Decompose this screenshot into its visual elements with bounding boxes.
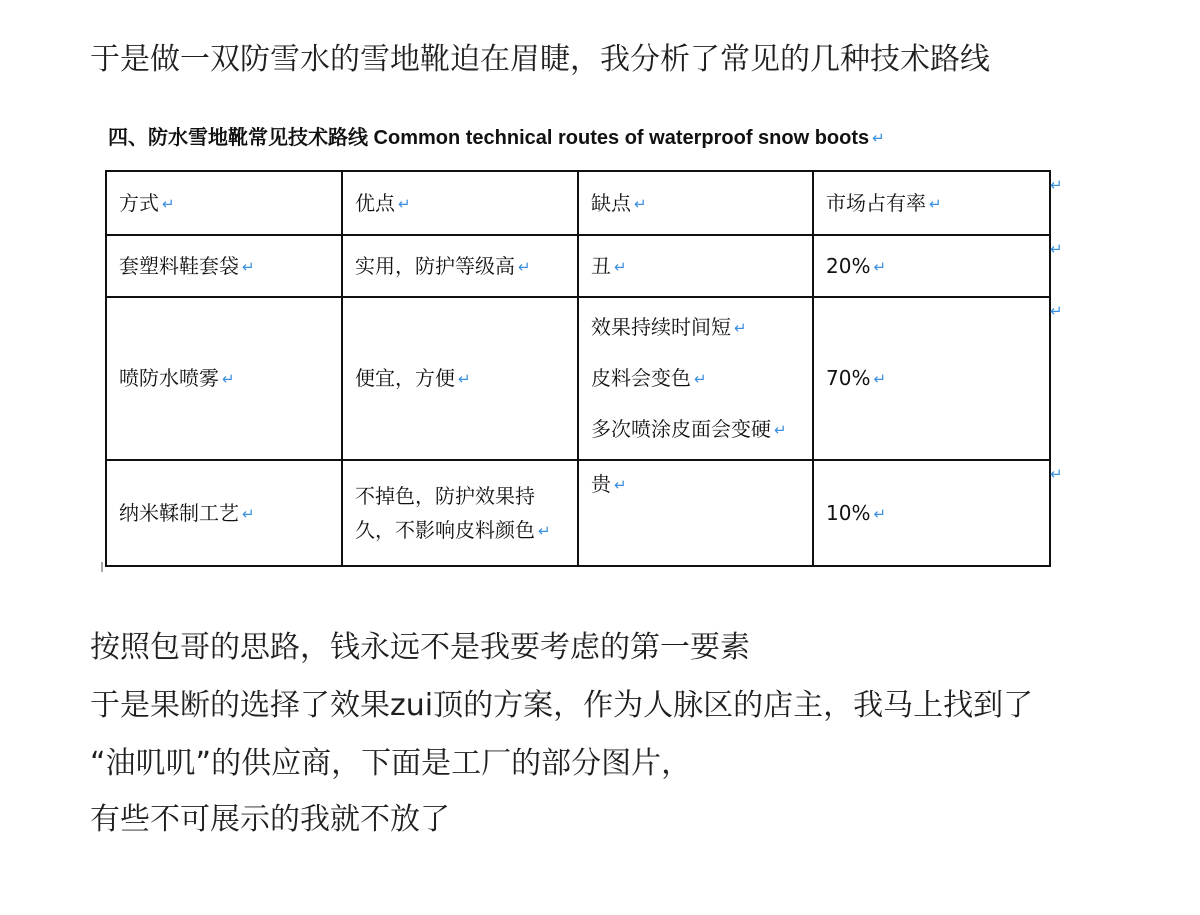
cell-cons: 丑 ↵ — [578, 235, 813, 297]
cell-method: 套塑料鞋套袋 ↵ — [106, 235, 342, 297]
table-row — [106, 235, 1050, 297]
cell-cons: 效果持续时间短 ↵ 皮料会变色 ↵ 多次喷涂皮面会变硬 ↵ — [578, 297, 813, 460]
intro-paragraph: 于是做一双防雪水的雪地靴迫在眉睫，我分析了常见的几种技术路线 — [90, 42, 990, 77]
table-header-row — [106, 171, 1050, 235]
cell-pros: 便宜，方便 ↵ — [342, 297, 578, 460]
header-cell-cons: 缺点 ↵ — [578, 171, 813, 235]
header-cell-share: 市场占有率 ↵ — [813, 171, 1050, 235]
body-paragraph: 于是果断的选择了效果zui顶的方案，作为人脉区的店主，我马上找到了 — [90, 688, 1034, 723]
table-title-text: 四、防水雪地靴常见技术路线 Common technical routes of waterproof snow boots — [108, 127, 870, 149]
cell-share: 70% ↵ — [813, 297, 1050, 460]
table-row — [106, 460, 1050, 566]
paragraph-mark-icon: ↵ — [222, 370, 235, 388]
paragraph-mark-icon: ↵ — [458, 370, 471, 388]
paragraph-mark-icon: ↵ — [929, 194, 942, 213]
paragraph-mark-icon: ↵ — [634, 194, 647, 213]
paragraph-mark-icon: ↵ — [242, 504, 255, 523]
cell-method: 纳米鞣制工艺 ↵ — [106, 460, 342, 566]
text-cursor — [101, 562, 103, 572]
cell-share: 20% ↵ — [813, 235, 1050, 297]
row-end-mark-icon: ↵ — [1050, 465, 1063, 483]
paragraph-mark-icon: ↵ — [614, 476, 627, 494]
cell-method: 喷防水喷雾 ↵ — [106, 297, 342, 460]
body-paragraph: 有些不可展示的我就不放了 — [90, 802, 450, 837]
paragraph-mark-icon: ↵ — [242, 257, 255, 276]
paragraph-mark-icon: ↵ — [873, 257, 887, 276]
cell-pros: 实用，防护等级高 ↵ — [342, 235, 578, 297]
technical-routes-table — [105, 170, 1051, 567]
header-cell-method: 方式 ↵ — [106, 171, 342, 235]
paragraph-mark-icon: ↵ — [398, 194, 411, 213]
row-end-mark-icon: ↵ — [1050, 302, 1063, 320]
table-row — [106, 297, 1050, 460]
body-paragraph: 按照包哥的思路，钱永远不是我要考虑的第一要素 — [90, 630, 750, 665]
paragraph-mark-icon: ↵ — [873, 370, 887, 388]
table-title — [108, 121, 885, 150]
header-cell-pros: 优点 ↵ — [342, 171, 578, 235]
paragraph-mark-icon: ↵ — [694, 370, 707, 388]
paragraph-mark-icon: ↵ — [734, 319, 747, 337]
row-end-mark-icon: ↵ — [1050, 176, 1063, 194]
paragraph-mark-icon: ↵ — [518, 257, 531, 276]
cell-share: 10% ↵ — [813, 460, 1050, 566]
paragraph-mark-icon: ↵ — [614, 257, 627, 276]
cell-pros: 不掉色，防护效果持 久，不影响皮料颜色 ↵ — [342, 460, 578, 566]
paragraph-mark-icon: ↵ — [538, 521, 551, 540]
paragraph-mark-icon: ↵ — [774, 421, 787, 439]
paragraph-mark-icon: ↵ — [873, 504, 887, 523]
cell-cons: 贵 ↵ — [578, 460, 813, 566]
row-end-mark-icon: ↵ — [1050, 240, 1063, 258]
body-paragraph: “油叽叽”的供应商，下面是工厂的部分图片， — [90, 746, 692, 781]
paragraph-mark-icon: ↵ — [872, 130, 885, 147]
paragraph-mark-icon: ↵ — [162, 194, 175, 213]
